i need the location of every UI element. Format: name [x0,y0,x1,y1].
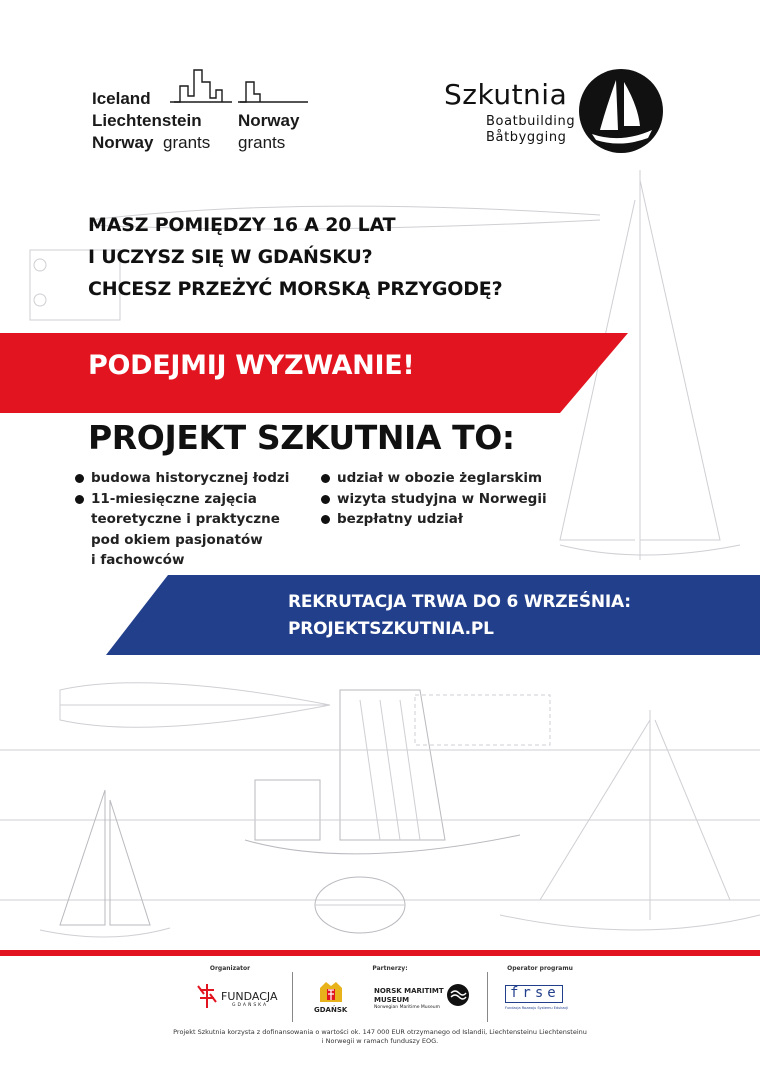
organizer-label: Organizator [209,965,251,972]
fundacja-gdanska-logo-icon [196,982,218,1010]
project-website-link[interactable]: PROJEKTSZKUTNIA.PL [288,619,494,639]
frse-name: frse [510,985,560,1001]
funding-footnote [150,1028,610,1046]
szkutnia-sub-boatbuilding: Boatbuilding [486,114,576,129]
eea-line-grants: grants [163,133,211,152]
fundacja-sub: GDAŃSKA [232,1003,269,1008]
blue-banner-shape [0,575,760,655]
list-item: budowa historycznej łodzi [75,468,289,489]
gdansk-coat-of-arms-icon [316,980,346,1004]
question-adventure: CHCESZ PRZEŻYĆ MORSKĄ PRZYGODĘ? [88,278,503,300]
footnote-line1: Projekt Szkutnia korzysta z dofinansowania o wartości ok. 147 000 EUR otrzymanego od Islandii, Liechtensteinu Liechtensteinu [173,1028,587,1036]
museum-wave-icon [446,983,470,1007]
benefits-list-left [75,468,289,571]
szkutnia-sub-batbygging: Båtbygging [486,130,567,145]
bullet-icon [75,495,84,504]
bullet-icon [321,474,330,483]
list-item: udział w obozie żeglarskim [321,468,547,489]
project-heading: PROJEKT SZKUTNIA TO: [88,418,515,457]
partners-label: Partnerzy: [372,965,408,972]
bullet-icon [75,474,84,483]
szkutnia-title: Szkutnia [444,78,568,111]
eea-line-liechtenstein: Liechtenstein [92,111,202,130]
museum-line1: NORSK MARITIMT [374,987,444,995]
footer-divider [292,972,293,1022]
list-item-cont: teoretyczne i praktyczne [91,511,280,527]
bullet-icon [321,495,330,504]
list-item-cont: i fachowców [91,552,185,568]
bullet-icon [321,515,330,524]
szkutnia-sail-icon [578,68,664,154]
question-gdansk: I UCZYSZ SIĘ W GDAŃSKU? [88,246,373,268]
operator-label: Operator programu [507,965,573,972]
list-item: bezpłatny udział [321,509,547,530]
gdansk-name: GDAŃSK [314,1006,348,1014]
list-item: 11-miesięczne zajęcia [75,489,289,510]
list-item-cont: pod okiem pasjonatów [91,531,263,548]
norway-grants-title: Norway [238,111,300,130]
museum-line3: Norwegian Maritime Museum [374,1005,440,1010]
fundacja-name: FUNDACJA [221,990,278,1003]
benefits-list-right [321,468,547,530]
recruitment-deadline: REKRUTACJA TRWA DO 6 WRZEŚNIA: [288,592,631,612]
eea-line-iceland: Iceland [92,89,151,108]
footer-red-line [0,950,760,956]
challenge-heading: PODEJMIJ WYZWANIE! [88,350,415,381]
question-age: MASZ POMIĘDZY 16 A 20 LAT [88,214,396,236]
footnote-line2: i Norwegii w ramach funduszy EOG. [321,1037,439,1045]
eea-line-norway: Norway [92,133,154,152]
frse-sub: Fundacja Rozwoju Systemu Edukacji [505,1006,569,1010]
museum-line2: MUSEUM [374,996,410,1004]
list-item: wizyta studyjna w Norwegii [321,489,547,510]
footer-divider [487,972,488,1022]
norway-grants-sub: grants [238,133,286,152]
